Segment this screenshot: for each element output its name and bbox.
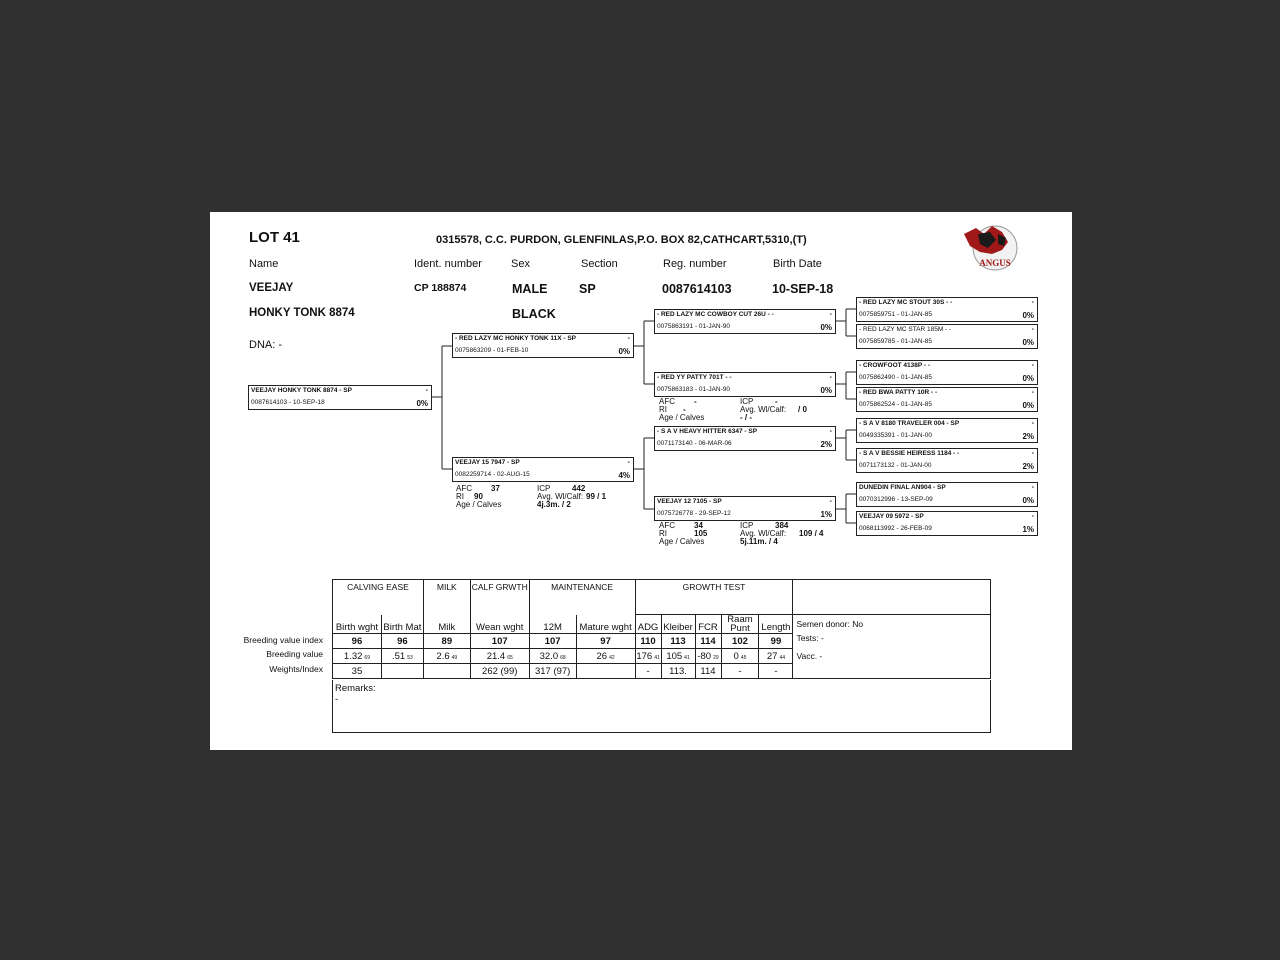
age-label: Age / Calves xyxy=(456,500,502,509)
value-text: -80 xyxy=(697,650,712,662)
lot-number: LOT 41 xyxy=(249,229,300,246)
avg-value: 109 / 4 xyxy=(799,529,824,538)
index-cell: 102 xyxy=(721,634,759,649)
index-cell: 114 xyxy=(695,634,721,649)
group-growth-test: GROWTH TEST xyxy=(635,580,793,615)
pedigree-pct: 4% xyxy=(618,471,630,480)
weight-cell: - xyxy=(721,664,759,679)
sex-value: MALE xyxy=(512,282,548,296)
value-text: 27 xyxy=(766,650,778,662)
accuracy-text: 45 xyxy=(740,654,747,661)
pedigree-pct: 0% xyxy=(820,386,832,395)
value-cell xyxy=(721,649,759,664)
value-text: .51 xyxy=(392,650,406,662)
accuracy-text: 65 xyxy=(507,654,513,661)
pedigree-reg: 0068113992 - 26-FEB-09 xyxy=(859,525,932,532)
value-cell xyxy=(759,649,793,664)
pedigree-pct: 0% xyxy=(820,323,832,332)
weight-cell xyxy=(423,664,470,679)
semen-donor: Semen donor: No xyxy=(796,619,864,629)
pedigree-dd xyxy=(654,496,836,521)
avg-label: Avg. Wl/Calf: xyxy=(740,405,787,414)
pedigree-dash: - xyxy=(425,387,428,394)
pedigree-name: - CROWFOOT 4138P - - xyxy=(859,362,931,369)
index-cell: 113 xyxy=(661,634,695,649)
group-calf-growth: CALF GRWTH xyxy=(470,580,529,615)
pedigree-dash: - xyxy=(829,374,832,381)
weight-cell: - xyxy=(759,664,793,679)
col-wean-wght: Wean wght xyxy=(470,615,529,634)
pedigree-reg: 0075862490 - 01-JAN-85 xyxy=(859,374,932,381)
index-cell: 110 xyxy=(635,634,661,649)
side-info-cell xyxy=(793,615,991,679)
row-label-index: Breeding value index xyxy=(243,635,323,645)
pedigree-reg: 0070312996 - 13-SEP-09 xyxy=(859,496,933,503)
accuracy-text: 53 xyxy=(407,654,413,661)
weight-cell: 317 (97) xyxy=(529,664,576,679)
pedigree-reg: 0075726778 - 29-SEP-12 xyxy=(657,510,731,517)
pedigree-pct: 0% xyxy=(1022,374,1034,383)
value-cell xyxy=(423,649,470,664)
pedigree-reg: 0075863191 - 01-JAN-90 xyxy=(657,323,730,330)
ident-label: Ident. number xyxy=(414,258,482,270)
pedigree-reg: 0071173140 - 06-MAR-06 xyxy=(657,440,732,447)
icp-label: ICP xyxy=(740,397,754,406)
icp-label: ICP xyxy=(740,521,754,530)
pedigree-pct: 0% xyxy=(1022,338,1034,347)
age-label: Age / Calves xyxy=(659,537,705,546)
age-value: 5j.11m. / 4 xyxy=(740,537,778,546)
age-value: - / - xyxy=(740,413,752,422)
row-label-value: Breeding value xyxy=(266,649,323,659)
value-cell xyxy=(381,649,423,664)
value-text: 21.4 xyxy=(486,650,506,662)
weight-cell: - xyxy=(635,664,661,679)
pedigree-self xyxy=(248,385,432,410)
pedigree-name: - RED BWA PATTY 10R - - xyxy=(859,389,938,396)
avg-value: 99 / 1 xyxy=(586,492,607,501)
pedigree-dss xyxy=(856,418,1038,443)
afc-value: 37 xyxy=(491,484,500,493)
pedigree-dash: - xyxy=(627,459,630,466)
pedigree-reg: 0049335391 - 01-JAN-00 xyxy=(859,432,932,439)
pedigree-dash: - xyxy=(627,335,630,342)
weight-cell: 114 xyxy=(695,664,721,679)
afc-value: - xyxy=(694,397,697,406)
value-text: 2.6 xyxy=(436,650,450,662)
index-cell: 99 xyxy=(759,634,793,649)
vacc-info: Vacc. - xyxy=(796,651,823,661)
age-label: Age / Calves xyxy=(659,413,705,422)
pedigree-name: VEEJAY 12 7105 - SP xyxy=(657,498,722,505)
color-value: BLACK xyxy=(512,307,556,321)
col-kleiber: Kleiber xyxy=(661,615,695,634)
pedigree-dash: - xyxy=(829,311,832,318)
group-milk: MILK xyxy=(423,580,470,615)
logo-text: ANGUS xyxy=(979,258,1011,268)
afc-value: 34 xyxy=(694,521,703,530)
col-birth-wght: Birth wght xyxy=(333,615,382,634)
pedigree-sds xyxy=(856,360,1038,385)
ri-value: 105 xyxy=(694,529,708,538)
pedigree-pct: 0% xyxy=(1022,311,1034,320)
ri-label: RI xyxy=(659,529,667,538)
pedigree-pct: 0% xyxy=(618,347,630,356)
pedigree-dash: - xyxy=(1031,484,1034,491)
pedigree-dash: - xyxy=(1031,362,1034,369)
avg-label: Avg. Wl/Calf: xyxy=(740,529,787,538)
pedigree-name: - S A V HEAVY HITTER 6347 - SP xyxy=(657,428,758,435)
pedigree-reg: 0075862524 - 01-JAN-85 xyxy=(859,401,932,408)
pedigree-sss xyxy=(856,297,1038,322)
pedigree-name: DUNEDIN FINAL AN904 - SP xyxy=(859,484,946,491)
breeding-values-table xyxy=(332,579,991,679)
weight-cell: 35 xyxy=(333,664,382,679)
pedigree-reg: 0071173132 - 01-JAN-00 xyxy=(859,462,932,469)
col-length: Length xyxy=(759,615,793,634)
group-maintenance: MAINTENANCE xyxy=(529,580,635,615)
afc-label: AFC xyxy=(659,397,675,406)
pedigree-dash: - xyxy=(1031,513,1034,520)
pedigree-name: - RED YY PATTY 701T - - xyxy=(657,374,732,381)
animal-name-line1: VEEJAY xyxy=(249,282,294,294)
pedigree-name: - RED LAZY MC COWBOY CUT 26U - - xyxy=(657,311,774,318)
pedigree-pct: 1% xyxy=(1022,525,1034,534)
reg-number: 0087614103 xyxy=(662,282,732,296)
col-fcr: FCR xyxy=(695,615,721,634)
pedigree-dash: - xyxy=(1031,389,1034,396)
pedigree-reg: 0075859751 - 01-JAN-85 xyxy=(859,311,932,318)
accuracy-text: 41 xyxy=(654,654,660,661)
value-text: 1.32 xyxy=(343,650,363,662)
icp-value: 384 xyxy=(775,521,789,530)
pedigree-dash: - xyxy=(1031,450,1034,457)
col-adg: ADG xyxy=(635,615,661,634)
pedigree-name: VEEJAY HONKY TONK 8874 - SP xyxy=(251,387,352,394)
pedigree-name: - S A V BESSIE HEIRESS 1184 - - xyxy=(859,450,960,457)
afc-label: AFC xyxy=(456,484,472,493)
value-text: 26 xyxy=(596,650,608,662)
col-raam-punt: Raam Punt xyxy=(721,615,759,634)
dna-status: DNA: - xyxy=(249,339,282,351)
name-label: Name xyxy=(249,258,279,270)
avg-value: / 0 xyxy=(798,405,807,414)
pedigree-name: - RED LAZY MC STOUT 30S - - xyxy=(859,299,953,306)
pedigree-pct: 2% xyxy=(820,440,832,449)
icp-value: - xyxy=(775,397,778,406)
icp-label: ICP xyxy=(537,484,551,493)
index-cell: 96 xyxy=(333,634,382,649)
value-cell xyxy=(529,649,576,664)
pedigree-pct: 0% xyxy=(416,399,428,408)
remarks-box xyxy=(332,680,991,733)
pedigree-dash: - xyxy=(1031,326,1034,333)
value-text: 105 xyxy=(666,650,683,662)
remarks-value: - xyxy=(335,694,339,705)
row-label-weights: Weights/Index xyxy=(269,664,323,674)
pedigree-reg: 0075859785 - 01-JAN-85 xyxy=(859,338,932,345)
remarks-label: Remarks: xyxy=(335,683,376,694)
pedigree-pct: 2% xyxy=(1022,462,1034,471)
reg-label: Reg. number xyxy=(663,258,727,270)
owner-info: 0315578, C.C. PURDON, GLENFINLAS,P.O. BOX 82,CATHCART,5310,(T) xyxy=(436,234,807,246)
age-value: 4j.3m. / 2 xyxy=(537,500,571,509)
ident-number: CP 188874 xyxy=(414,282,467,294)
ri-label: RI xyxy=(659,405,667,414)
birth-label: Birth Date xyxy=(773,258,822,270)
pedigree-ds xyxy=(654,426,836,451)
col-12m: 12M xyxy=(529,615,576,634)
col-mature-wght: Mature wght xyxy=(576,615,635,634)
index-cell: 89 xyxy=(423,634,470,649)
pedigree-ssd xyxy=(856,324,1038,349)
value-text: 176 xyxy=(636,650,653,662)
value-text: 0 xyxy=(733,650,739,662)
weight-cell xyxy=(381,664,423,679)
pedigree-sdd xyxy=(856,387,1038,412)
tests-info: Tests: - xyxy=(796,633,824,643)
pedigree-dash: - xyxy=(1031,420,1034,427)
avg-label: Avg. Wl/Calf: xyxy=(537,492,584,501)
section-value: SP xyxy=(579,282,596,296)
pedigree-dash: - xyxy=(1031,299,1034,306)
col-milk: Milk xyxy=(423,615,470,634)
ri-value: - xyxy=(683,405,686,414)
pedigree-ss xyxy=(654,309,836,334)
weight-cell: 113. xyxy=(661,664,695,679)
ri-value: 90 xyxy=(474,492,483,501)
pedigree-sd xyxy=(654,372,836,397)
value-cell xyxy=(635,649,661,664)
accuracy-text: 41 xyxy=(684,654,690,661)
pedigree-name: - S A V 8180 TRAVELER 004 - SP xyxy=(859,420,960,427)
value-cell xyxy=(695,649,721,664)
value-cell xyxy=(576,649,635,664)
icp-value: 442 xyxy=(572,484,586,493)
value-cell xyxy=(661,649,695,664)
birth-date: 10-SEP-18 xyxy=(772,282,834,296)
accuracy-text: 49 xyxy=(451,654,458,661)
section-label: Section xyxy=(581,258,618,270)
accuracy-text: 44 xyxy=(779,654,786,661)
weight-cell: 262 (99) xyxy=(470,664,529,679)
accuracy-text: 29 xyxy=(713,654,719,661)
index-cell: 107 xyxy=(470,634,529,649)
pedigree-ddd xyxy=(856,511,1038,536)
value-cell xyxy=(470,649,529,664)
pedigree-sheet xyxy=(210,212,1072,750)
value-cell xyxy=(333,649,382,664)
index-cell: 97 xyxy=(576,634,635,649)
pedigree-reg: 0082259714 - 02-AUG-15 xyxy=(455,471,530,478)
accuracy-text: 68 xyxy=(560,654,566,661)
animal-name-line2: HONKY TONK 8874 xyxy=(249,307,355,319)
pedigree-pct: 0% xyxy=(1022,496,1034,505)
pedigree-reg: 0087614103 - 10-SEP-18 xyxy=(251,399,325,406)
side-header-blank xyxy=(793,580,991,615)
index-cell: 96 xyxy=(381,634,423,649)
pedigree-pct: 1% xyxy=(820,510,832,519)
ri-label: RI xyxy=(456,492,464,501)
pedigree-name: VEEJAY 09 5972 - SP xyxy=(859,513,924,520)
pedigree-reg: 0075863209 - 01-FEB-10 xyxy=(455,347,529,354)
pedigree-dash: - xyxy=(829,498,832,505)
pedigree-dds xyxy=(856,482,1038,507)
pedigree-sire xyxy=(452,333,634,358)
pedigree-name: VEEJAY 15 7947 - SP xyxy=(455,459,520,466)
pedigree-name: - RED LAZY MC HONKY TONK 11X - SP xyxy=(455,335,576,342)
weight-cell xyxy=(576,664,635,679)
col-birth-mat: Birth Mat xyxy=(381,615,423,634)
group-calving-ease: CALVING EASE xyxy=(333,580,424,615)
pedigree-reg: 0075863183 - 01-JAN-90 xyxy=(657,386,730,393)
pedigree-dsd xyxy=(856,448,1038,473)
accuracy-text: 69 xyxy=(364,654,370,661)
pedigree-name: - RED LAZY MC STAR 185M - - xyxy=(859,326,952,333)
value-text: 32.0 xyxy=(539,650,559,662)
pedigree-dash: - xyxy=(829,428,832,435)
pedigree-dam xyxy=(452,457,634,482)
pedigree-pct: 2% xyxy=(1022,432,1034,441)
afc-label: AFC xyxy=(659,521,675,530)
accuracy-text: 42 xyxy=(609,654,615,661)
pedigree-pct: 0% xyxy=(1022,401,1034,410)
index-cell: 107 xyxy=(529,634,576,649)
sex-label: Sex xyxy=(511,258,530,270)
